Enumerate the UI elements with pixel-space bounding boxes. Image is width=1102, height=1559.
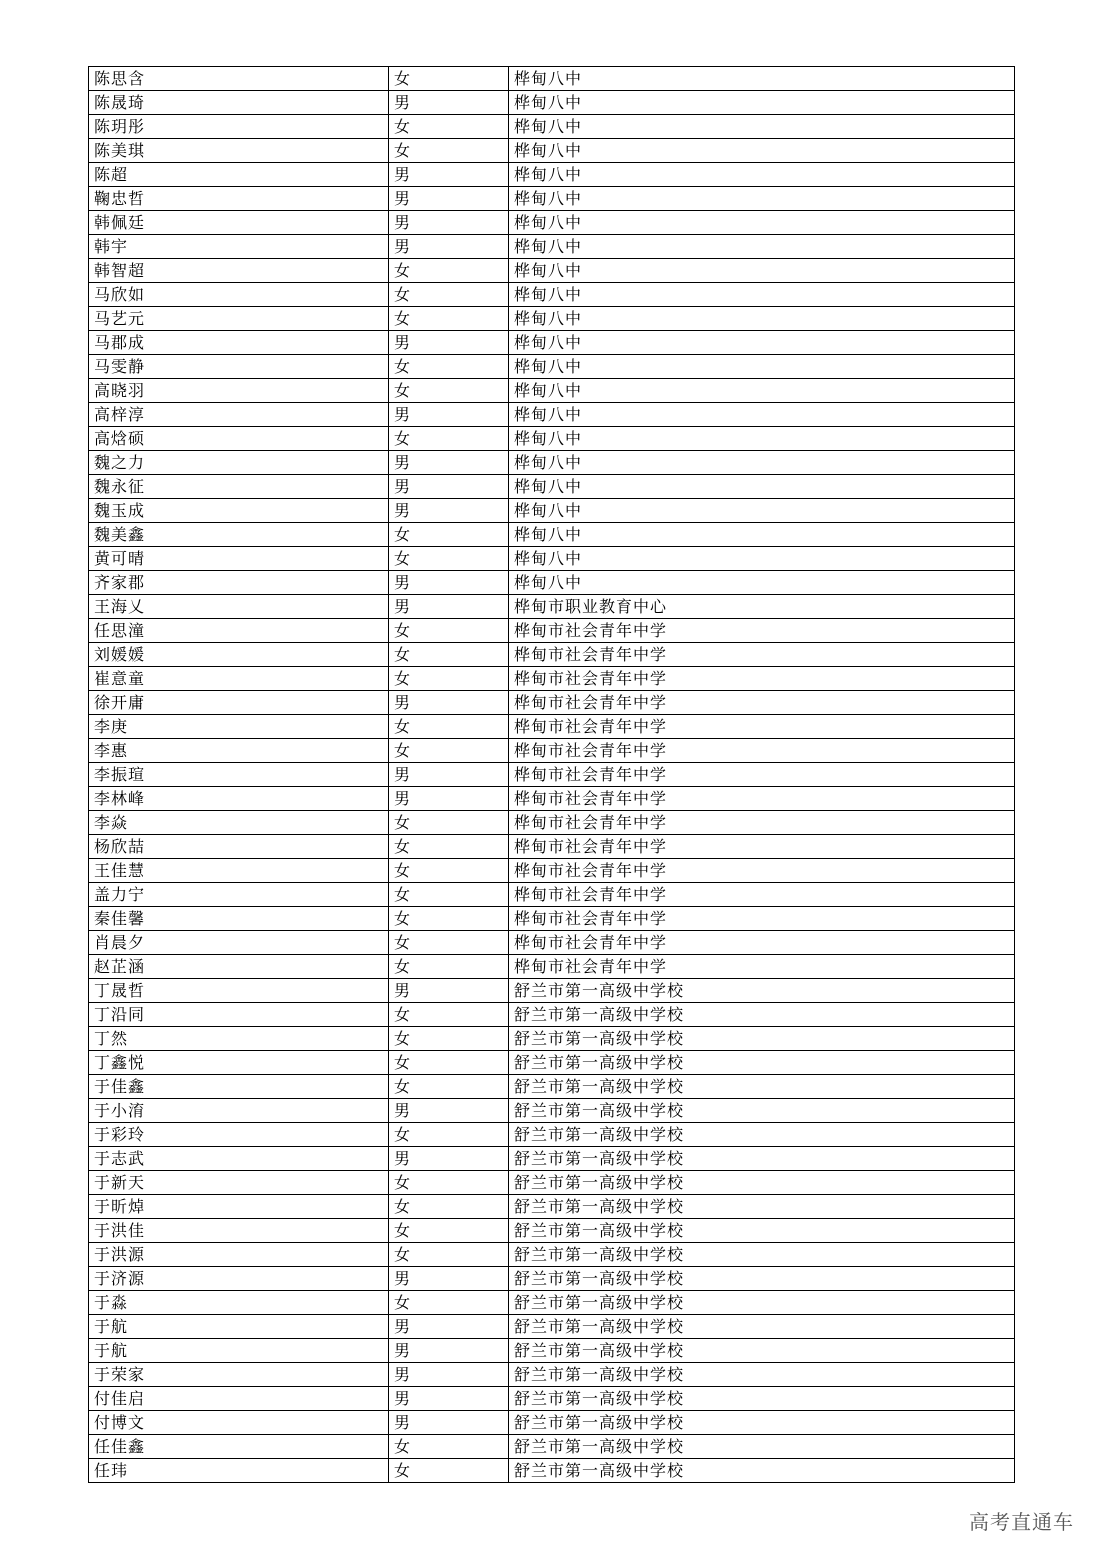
student-name-cell: 李惠 bbox=[89, 739, 389, 763]
school-cell: 舒兰市第一高级中学校 bbox=[509, 1075, 1015, 1099]
school-cell: 桦甸八中 bbox=[509, 475, 1015, 499]
school-cell: 桦甸八中 bbox=[509, 403, 1015, 427]
student-name-cell: 于小淯 bbox=[89, 1099, 389, 1123]
school-cell: 舒兰市第一高级中学校 bbox=[509, 1027, 1015, 1051]
student-name-cell: 付佳启 bbox=[89, 1387, 389, 1411]
student-name-cell: 马雯静 bbox=[89, 355, 389, 379]
table-row bbox=[89, 907, 1015, 931]
gender-cell: 男 bbox=[389, 1387, 509, 1411]
table-row bbox=[89, 427, 1015, 451]
gender-cell: 女 bbox=[389, 307, 509, 331]
school-cell: 桦甸八中 bbox=[509, 499, 1015, 523]
student-name-cell: 丁然 bbox=[89, 1027, 389, 1051]
table-row bbox=[89, 283, 1015, 307]
student-name-cell: 陈超 bbox=[89, 163, 389, 187]
table-row bbox=[89, 1027, 1015, 1051]
student-name-cell: 于洪佳 bbox=[89, 1219, 389, 1243]
gender-cell: 男 bbox=[389, 691, 509, 715]
watermark-text: 高考直通车 bbox=[969, 1510, 1074, 1534]
gender-cell: 女 bbox=[389, 115, 509, 139]
gender-cell: 女 bbox=[389, 547, 509, 571]
gender-cell: 女 bbox=[389, 739, 509, 763]
school-cell: 舒兰市第一高级中学校 bbox=[509, 979, 1015, 1003]
table-row bbox=[89, 1219, 1015, 1243]
gender-cell: 男 bbox=[389, 1147, 509, 1171]
table-row bbox=[89, 931, 1015, 955]
table-row bbox=[89, 1051, 1015, 1075]
table-row bbox=[89, 1363, 1015, 1387]
table-row bbox=[89, 859, 1015, 883]
gender-cell: 女 bbox=[389, 1051, 509, 1075]
school-cell: 舒兰市第一高级中学校 bbox=[509, 1171, 1015, 1195]
gender-cell: 男 bbox=[389, 499, 509, 523]
school-cell: 舒兰市第一高级中学校 bbox=[509, 1051, 1015, 1075]
gender-cell: 女 bbox=[389, 667, 509, 691]
gender-cell: 女 bbox=[389, 379, 509, 403]
student-name-cell: 于志武 bbox=[89, 1147, 389, 1171]
student-name-cell: 于昕焯 bbox=[89, 1195, 389, 1219]
school-cell: 桦甸八中 bbox=[509, 139, 1015, 163]
table-row bbox=[89, 67, 1015, 91]
table-row bbox=[89, 523, 1015, 547]
school-cell: 桦甸八中 bbox=[509, 259, 1015, 283]
gender-cell: 男 bbox=[389, 1363, 509, 1387]
gender-cell: 女 bbox=[389, 139, 509, 163]
table-row bbox=[89, 691, 1015, 715]
table-row bbox=[89, 163, 1015, 187]
gender-cell: 女 bbox=[389, 427, 509, 451]
gender-cell: 男 bbox=[389, 403, 509, 427]
gender-cell: 女 bbox=[389, 955, 509, 979]
table-row bbox=[89, 1291, 1015, 1315]
gender-cell: 女 bbox=[389, 883, 509, 907]
student-name-cell: 王佳慧 bbox=[89, 859, 389, 883]
table-row bbox=[89, 979, 1015, 1003]
table-row bbox=[89, 1147, 1015, 1171]
table-row bbox=[89, 1099, 1015, 1123]
student-roster-table bbox=[88, 66, 1015, 1483]
gender-cell: 女 bbox=[389, 1219, 509, 1243]
table-row bbox=[89, 667, 1015, 691]
school-cell: 舒兰市第一高级中学校 bbox=[509, 1195, 1015, 1219]
student-name-cell: 丁鑫悦 bbox=[89, 1051, 389, 1075]
gender-cell: 女 bbox=[389, 835, 509, 859]
gender-cell: 男 bbox=[389, 1267, 509, 1291]
school-cell: 舒兰市第一高级中学校 bbox=[509, 1267, 1015, 1291]
table-row bbox=[89, 1339, 1015, 1363]
table-row bbox=[89, 1459, 1015, 1483]
student-name-cell: 陈美琪 bbox=[89, 139, 389, 163]
gender-cell: 女 bbox=[389, 811, 509, 835]
school-cell: 桦甸市职业教育中心 bbox=[509, 595, 1015, 619]
school-cell: 桦甸八中 bbox=[509, 331, 1015, 355]
gender-cell: 女 bbox=[389, 355, 509, 379]
student-name-cell: 于彩玲 bbox=[89, 1123, 389, 1147]
gender-cell: 女 bbox=[389, 907, 509, 931]
student-name-cell: 徐开庸 bbox=[89, 691, 389, 715]
school-cell: 桦甸市社会青年中学 bbox=[509, 811, 1015, 835]
gender-cell: 男 bbox=[389, 451, 509, 475]
student-name-cell: 于航 bbox=[89, 1315, 389, 1339]
school-cell: 桦甸八中 bbox=[509, 115, 1015, 139]
gender-cell: 女 bbox=[389, 1123, 509, 1147]
table-row bbox=[89, 1411, 1015, 1435]
school-cell: 舒兰市第一高级中学校 bbox=[509, 1099, 1015, 1123]
student-name-cell: 于佳鑫 bbox=[89, 1075, 389, 1099]
student-name-cell: 魏美鑫 bbox=[89, 523, 389, 547]
gender-cell: 女 bbox=[389, 1003, 509, 1027]
school-cell: 舒兰市第一高级中学校 bbox=[509, 1363, 1015, 1387]
gender-cell: 男 bbox=[389, 475, 509, 499]
table-row bbox=[89, 835, 1015, 859]
gender-cell: 女 bbox=[389, 1027, 509, 1051]
school-cell: 舒兰市第一高级中学校 bbox=[509, 1387, 1015, 1411]
school-cell: 桦甸八中 bbox=[509, 307, 1015, 331]
school-cell: 桦甸市社会青年中学 bbox=[509, 715, 1015, 739]
table-row bbox=[89, 595, 1015, 619]
student-name-cell: 黄可晴 bbox=[89, 547, 389, 571]
school-cell: 桦甸市社会青年中学 bbox=[509, 859, 1015, 883]
table-row bbox=[89, 1315, 1015, 1339]
student-name-cell: 韩智超 bbox=[89, 259, 389, 283]
gender-cell: 男 bbox=[389, 787, 509, 811]
student-name-cell: 齐家郡 bbox=[89, 571, 389, 595]
student-name-cell: 于航 bbox=[89, 1339, 389, 1363]
gender-cell: 女 bbox=[389, 523, 509, 547]
table-row bbox=[89, 499, 1015, 523]
table-row bbox=[89, 91, 1015, 115]
school-cell: 桦甸八中 bbox=[509, 91, 1015, 115]
table-row bbox=[89, 139, 1015, 163]
school-cell: 舒兰市第一高级中学校 bbox=[509, 1243, 1015, 1267]
table-row bbox=[89, 1435, 1015, 1459]
school-cell: 桦甸八中 bbox=[509, 523, 1015, 547]
student-name-cell: 李焱 bbox=[89, 811, 389, 835]
table-row bbox=[89, 715, 1015, 739]
student-name-cell: 丁晟哲 bbox=[89, 979, 389, 1003]
student-name-cell: 高焓硕 bbox=[89, 427, 389, 451]
school-cell: 舒兰市第一高级中学校 bbox=[509, 1123, 1015, 1147]
student-name-cell: 王海乂 bbox=[89, 595, 389, 619]
table-row bbox=[89, 475, 1015, 499]
table-row bbox=[89, 739, 1015, 763]
student-name-cell: 陈思含 bbox=[89, 67, 389, 91]
gender-cell: 女 bbox=[389, 1075, 509, 1099]
table-row bbox=[89, 235, 1015, 259]
gender-cell: 女 bbox=[389, 859, 509, 883]
gender-cell: 女 bbox=[389, 259, 509, 283]
school-cell: 桦甸市社会青年中学 bbox=[509, 739, 1015, 763]
student-name-cell: 陈玥彤 bbox=[89, 115, 389, 139]
table-row bbox=[89, 1171, 1015, 1195]
school-cell: 桦甸八中 bbox=[509, 547, 1015, 571]
school-cell: 舒兰市第一高级中学校 bbox=[509, 1459, 1015, 1483]
school-cell: 桦甸八中 bbox=[509, 163, 1015, 187]
table-row bbox=[89, 811, 1015, 835]
gender-cell: 女 bbox=[389, 1171, 509, 1195]
gender-cell: 男 bbox=[389, 235, 509, 259]
student-name-cell: 于济源 bbox=[89, 1267, 389, 1291]
student-name-cell: 高晓羽 bbox=[89, 379, 389, 403]
student-name-cell: 付博文 bbox=[89, 1411, 389, 1435]
table-row bbox=[89, 763, 1015, 787]
student-name-cell: 高梓淳 bbox=[89, 403, 389, 427]
student-name-cell: 马郡成 bbox=[89, 331, 389, 355]
school-cell: 桦甸市社会青年中学 bbox=[509, 883, 1015, 907]
gender-cell: 男 bbox=[389, 1339, 509, 1363]
school-cell: 舒兰市第一高级中学校 bbox=[509, 1219, 1015, 1243]
table-row bbox=[89, 451, 1015, 475]
school-cell: 桦甸八中 bbox=[509, 211, 1015, 235]
table-row bbox=[89, 1003, 1015, 1027]
gender-cell: 女 bbox=[389, 715, 509, 739]
table-row bbox=[89, 1123, 1015, 1147]
table-row bbox=[89, 115, 1015, 139]
school-cell: 桦甸市社会青年中学 bbox=[509, 619, 1015, 643]
table-row bbox=[89, 547, 1015, 571]
gender-cell: 女 bbox=[389, 67, 509, 91]
student-name-cell: 崔意童 bbox=[89, 667, 389, 691]
gender-cell: 男 bbox=[389, 91, 509, 115]
table-row bbox=[89, 1387, 1015, 1411]
student-name-cell: 李振瑄 bbox=[89, 763, 389, 787]
gender-cell: 男 bbox=[389, 763, 509, 787]
school-cell: 桦甸八中 bbox=[509, 379, 1015, 403]
student-name-cell: 任思潼 bbox=[89, 619, 389, 643]
student-name-cell: 魏之力 bbox=[89, 451, 389, 475]
school-cell: 桦甸市社会青年中学 bbox=[509, 787, 1015, 811]
table-row bbox=[89, 883, 1015, 907]
school-cell: 桦甸市社会青年中学 bbox=[509, 763, 1015, 787]
student-name-cell: 于淼 bbox=[89, 1291, 389, 1315]
student-name-cell: 丁沿同 bbox=[89, 1003, 389, 1027]
school-cell: 桦甸市社会青年中学 bbox=[509, 907, 1015, 931]
table-row bbox=[89, 307, 1015, 331]
school-cell: 桦甸市社会青年中学 bbox=[509, 691, 1015, 715]
gender-cell: 男 bbox=[389, 1099, 509, 1123]
student-name-cell: 李庚 bbox=[89, 715, 389, 739]
table-row bbox=[89, 403, 1015, 427]
table-row bbox=[89, 1195, 1015, 1219]
gender-cell: 女 bbox=[389, 931, 509, 955]
school-cell: 桦甸八中 bbox=[509, 451, 1015, 475]
school-cell: 桦甸八中 bbox=[509, 187, 1015, 211]
student-name-cell: 韩宇 bbox=[89, 235, 389, 259]
school-cell: 桦甸市社会青年中学 bbox=[509, 931, 1015, 955]
student-name-cell: 于新天 bbox=[89, 1171, 389, 1195]
school-cell: 桦甸八中 bbox=[509, 67, 1015, 91]
gender-cell: 女 bbox=[389, 1291, 509, 1315]
roster-body bbox=[89, 67, 1015, 1483]
table-row bbox=[89, 955, 1015, 979]
student-name-cell: 韩佩廷 bbox=[89, 211, 389, 235]
table-row bbox=[89, 1267, 1015, 1291]
table-row bbox=[89, 259, 1015, 283]
gender-cell: 女 bbox=[389, 1195, 509, 1219]
student-name-cell: 李林峰 bbox=[89, 787, 389, 811]
school-cell: 桦甸八中 bbox=[509, 355, 1015, 379]
school-cell: 桦甸市社会青年中学 bbox=[509, 955, 1015, 979]
student-name-cell: 于荣家 bbox=[89, 1363, 389, 1387]
student-name-cell: 陈晟琦 bbox=[89, 91, 389, 115]
school-cell: 舒兰市第一高级中学校 bbox=[509, 1003, 1015, 1027]
table-row bbox=[89, 1243, 1015, 1267]
gender-cell: 女 bbox=[389, 1435, 509, 1459]
school-cell: 舒兰市第一高级中学校 bbox=[509, 1411, 1015, 1435]
school-cell: 桦甸市社会青年中学 bbox=[509, 667, 1015, 691]
gender-cell: 男 bbox=[389, 163, 509, 187]
student-name-cell: 任佳鑫 bbox=[89, 1435, 389, 1459]
gender-cell: 女 bbox=[389, 619, 509, 643]
student-name-cell: 马欣如 bbox=[89, 283, 389, 307]
student-name-cell: 赵芷涵 bbox=[89, 955, 389, 979]
school-cell: 桦甸八中 bbox=[509, 235, 1015, 259]
table-row bbox=[89, 331, 1015, 355]
student-name-cell: 马艺元 bbox=[89, 307, 389, 331]
school-cell: 桦甸八中 bbox=[509, 283, 1015, 307]
student-name-cell: 魏永征 bbox=[89, 475, 389, 499]
gender-cell: 女 bbox=[389, 1243, 509, 1267]
student-name-cell: 任玮 bbox=[89, 1459, 389, 1483]
school-cell: 桦甸八中 bbox=[509, 427, 1015, 451]
school-cell: 桦甸八中 bbox=[509, 571, 1015, 595]
school-cell: 舒兰市第一高级中学校 bbox=[509, 1315, 1015, 1339]
student-name-cell: 肖晨夕 bbox=[89, 931, 389, 955]
student-name-cell: 杨欣喆 bbox=[89, 835, 389, 859]
table-row bbox=[89, 187, 1015, 211]
student-name-cell: 盖力宁 bbox=[89, 883, 389, 907]
school-cell: 桦甸市社会青年中学 bbox=[509, 835, 1015, 859]
student-name-cell: 秦佳馨 bbox=[89, 907, 389, 931]
gender-cell: 男 bbox=[389, 331, 509, 355]
student-name-cell: 刘媛媛 bbox=[89, 643, 389, 667]
gender-cell: 男 bbox=[389, 979, 509, 1003]
student-name-cell: 鞠忠哲 bbox=[89, 187, 389, 211]
table-row bbox=[89, 787, 1015, 811]
table-row bbox=[89, 379, 1015, 403]
gender-cell: 男 bbox=[389, 1411, 509, 1435]
gender-cell: 女 bbox=[389, 1459, 509, 1483]
table-row bbox=[89, 619, 1015, 643]
gender-cell: 女 bbox=[389, 643, 509, 667]
school-cell: 舒兰市第一高级中学校 bbox=[509, 1291, 1015, 1315]
school-cell: 舒兰市第一高级中学校 bbox=[509, 1147, 1015, 1171]
gender-cell: 男 bbox=[389, 1315, 509, 1339]
table-row bbox=[89, 1075, 1015, 1099]
gender-cell: 男 bbox=[389, 211, 509, 235]
table-row bbox=[89, 571, 1015, 595]
table-row bbox=[89, 211, 1015, 235]
student-name-cell: 于洪源 bbox=[89, 1243, 389, 1267]
student-name-cell: 魏玉成 bbox=[89, 499, 389, 523]
gender-cell: 男 bbox=[389, 595, 509, 619]
school-cell: 桦甸市社会青年中学 bbox=[509, 643, 1015, 667]
table-row bbox=[89, 355, 1015, 379]
school-cell: 舒兰市第一高级中学校 bbox=[509, 1339, 1015, 1363]
school-cell: 舒兰市第一高级中学校 bbox=[509, 1435, 1015, 1459]
table-row bbox=[89, 643, 1015, 667]
gender-cell: 女 bbox=[389, 283, 509, 307]
gender-cell: 男 bbox=[389, 187, 509, 211]
gender-cell: 男 bbox=[389, 571, 509, 595]
